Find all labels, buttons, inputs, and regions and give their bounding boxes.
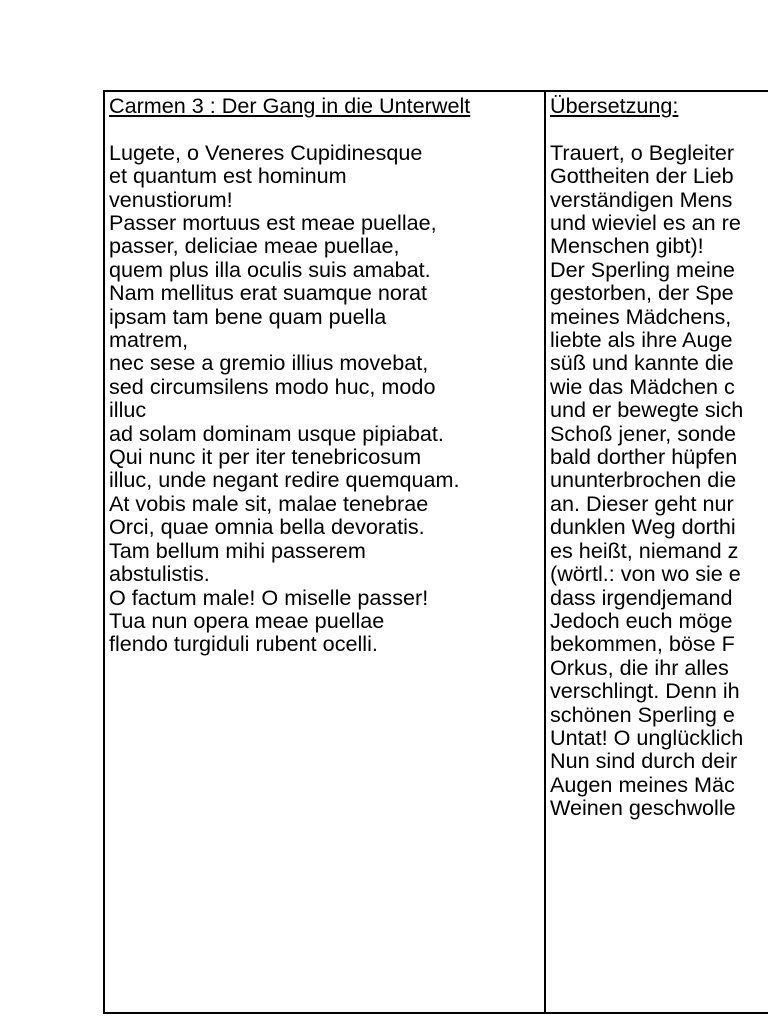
translation-text-line: es heißt, niemand z bbox=[550, 537, 739, 563]
translation-text-line: Untat! O unglücklich bbox=[550, 724, 744, 750]
latin-text-line: abstulistis. bbox=[109, 561, 210, 587]
translation-text-line: süß und kannte die bbox=[550, 350, 734, 376]
translation-text-line: Nun sind durch deir bbox=[550, 748, 738, 774]
translation-text-line: (wörtl.: von wo sie e bbox=[550, 561, 741, 587]
translation-text-line: meines Mädchens, bbox=[550, 303, 732, 329]
translation-text-line: dunklen Weg dorthi bbox=[550, 514, 736, 540]
translation-heading: Übersetzung: bbox=[550, 93, 679, 118]
latin-text-line: ipsam tam bene quam puella bbox=[109, 303, 387, 329]
translation-text-line: schönen Sperling e bbox=[550, 701, 735, 727]
translation-text-line: Gottheiten der Lieb bbox=[550, 163, 734, 189]
translation-text-line: Jedoch euch möge bbox=[550, 607, 733, 633]
latin-text-line: Tam bellum mihi passerem bbox=[109, 537, 366, 563]
latin-text-line: O factum male! O miselle passer! bbox=[109, 584, 429, 610]
translation-text-line: Weinen geschwolle bbox=[550, 795, 736, 821]
translation-lines bbox=[550, 141, 768, 820]
translation-text-line: Schoß jener, sonde bbox=[550, 420, 737, 446]
translation-text-line: und wieviel es an re bbox=[550, 210, 741, 236]
latin-text-line: Lugete, o Veneres Cupidinesque bbox=[109, 139, 423, 165]
latin-text-line: sed circumsilens modo huc, modo bbox=[109, 373, 436, 399]
translation-text-line: wie das Mädchen c bbox=[550, 373, 735, 399]
translation-text-line: gestorben, der Spe bbox=[550, 280, 734, 306]
latin-text-line: illuc, unde negant redire quemquam. bbox=[109, 467, 460, 493]
two-column-table bbox=[103, 90, 768, 1014]
latin-text-line: Nam mellitus erat suamque norat bbox=[109, 280, 428, 306]
translation-text-line: bekommen, böse F bbox=[550, 631, 735, 657]
latin-text-line: Orci, quae omnia bella devoratis. bbox=[109, 514, 425, 540]
latin-text-line: Passer mortuus est meae puellae, bbox=[109, 210, 437, 236]
translation-text-line: bald dorther hüpfen bbox=[550, 444, 738, 470]
latin-text-line: flendo turgiduli rubent ocelli. bbox=[109, 631, 378, 657]
latin-text-line: quem plus illa oculis suis amabat. bbox=[109, 256, 431, 282]
latin-text-line: Qui nunc it per iter tenebricosum bbox=[109, 444, 422, 470]
poem-heading: Carmen 3 : Der Gang in die Unterwelt bbox=[109, 93, 471, 118]
translation-text-line: verständigen Mens bbox=[550, 186, 733, 212]
latin-text-line: illuc bbox=[109, 397, 147, 423]
latin-text-line: venustiorum! bbox=[109, 186, 233, 212]
latin-text-column bbox=[105, 92, 546, 1012]
translation-text-line: an. Dieser geht nur bbox=[550, 490, 734, 516]
translation-text-line: Trauert, o Begleiter bbox=[550, 139, 735, 165]
translation-text-line: ununterbrochen die bbox=[550, 467, 737, 493]
latin-text-line: nec sese a gremio illius movebat, bbox=[109, 350, 429, 376]
translation-text-line: Der Sperling meine bbox=[550, 256, 735, 282]
translation-text-line: dass irgendjemand bbox=[550, 584, 733, 610]
latin-text-line: passer, deliciae meae puellae, bbox=[109, 233, 400, 259]
latin-text-line: et quantum est hominum bbox=[109, 163, 347, 189]
translation-text-line: Augen meines Mäc bbox=[550, 771, 735, 797]
blank-line bbox=[109, 117, 544, 140]
translation-text-line: Menschen gibt)! bbox=[550, 233, 704, 259]
blank-line bbox=[550, 117, 768, 140]
translation-text-line: liebte als ihre Auge bbox=[550, 327, 733, 353]
latin-lines bbox=[109, 141, 544, 656]
latin-text-line: ad solam dominam usque pipiabat. bbox=[109, 420, 444, 446]
translation-text-line: Orkus, die ihr alles bbox=[550, 654, 729, 680]
latin-text-line: Tua nun opera meae puellae bbox=[109, 607, 385, 633]
translation-text-line: verschlingt. Denn ih bbox=[550, 678, 740, 704]
latin-text-line: At vobis male sit, malae tenebrae bbox=[109, 490, 429, 516]
latin-text-line: matrem, bbox=[109, 327, 189, 353]
translation-text-line: und er bewegte sich bbox=[550, 397, 744, 423]
translation-column bbox=[546, 92, 768, 1012]
